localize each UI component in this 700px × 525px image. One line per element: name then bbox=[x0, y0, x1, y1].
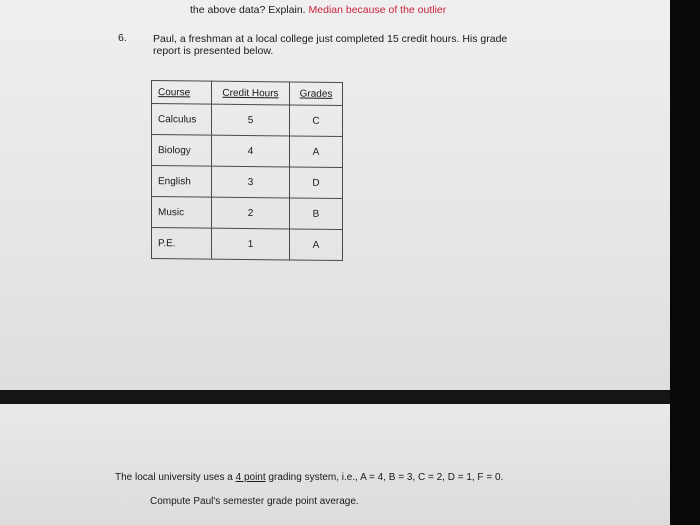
grade-cell: D bbox=[290, 167, 343, 199]
grade-cell: C bbox=[290, 105, 343, 137]
course-cell: Music bbox=[152, 197, 212, 229]
grading-line-end: grading system, i.e., A = 4, B = 3, C = 2, D = 1, F = 0. bbox=[265, 472, 504, 483]
header-course: Course bbox=[152, 81, 212, 105]
grading-line-start: The local university uses a bbox=[115, 472, 236, 483]
credit-hours-cell: 1 bbox=[212, 228, 290, 260]
course-cell: P.E. bbox=[152, 228, 212, 260]
table-row bbox=[152, 197, 343, 230]
credit-hours-cell: 4 bbox=[212, 135, 290, 167]
grading-line-underlined: 4 point bbox=[235, 472, 266, 483]
worksheet-page-bottom bbox=[0, 404, 670, 525]
grade-cell: A bbox=[290, 229, 343, 261]
course-cell: Calculus bbox=[152, 104, 212, 136]
previous-question-line bbox=[190, 4, 446, 16]
credit-hours-cell: 5 bbox=[212, 104, 290, 136]
previous-question-text: the above data? Explain. bbox=[190, 4, 306, 16]
question-number: 6. bbox=[118, 32, 127, 44]
grade-cell: A bbox=[290, 136, 343, 168]
table-header-row bbox=[152, 81, 343, 106]
table-row bbox=[152, 166, 343, 199]
compute-gpa-line: Compute Paul's semester grade point average. bbox=[150, 496, 359, 507]
grading-system-line bbox=[115, 472, 503, 483]
table-row bbox=[152, 135, 343, 168]
table-row bbox=[152, 104, 343, 137]
credit-hours-cell: 3 bbox=[212, 166, 290, 198]
course-cell: Biology bbox=[152, 135, 212, 167]
course-cell: English bbox=[152, 166, 212, 198]
grade-report-table bbox=[151, 80, 343, 261]
grade-cell: B bbox=[290, 198, 343, 230]
header-credit-hours: Credit Hours bbox=[212, 81, 290, 105]
previous-answer-text: Median because of the outlier bbox=[308, 4, 447, 16]
page-divider-band bbox=[0, 390, 670, 404]
dark-background-strip bbox=[670, 0, 700, 525]
question-paragraph: Paul, a freshman at a local college just completed 15 credit hours. His grade report is presented below. bbox=[153, 33, 508, 57]
table-row bbox=[152, 228, 343, 261]
credit-hours-cell: 2 bbox=[212, 197, 290, 229]
header-grades: Grades bbox=[290, 82, 343, 106]
